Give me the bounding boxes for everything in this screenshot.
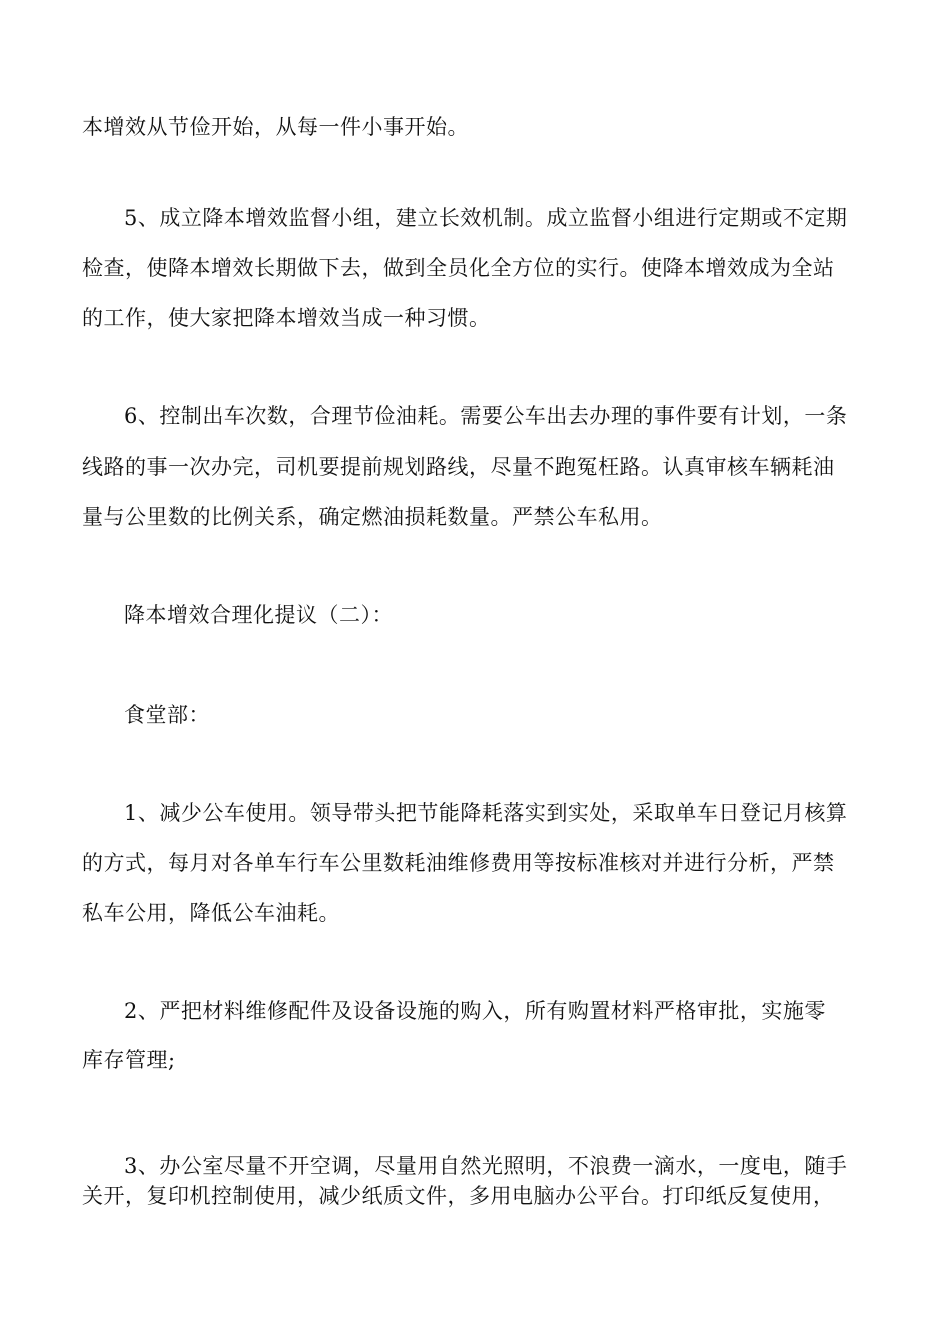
- paragraph-line: 2、严把材料维修配件及设备设施的购入，所有购置材料严格审批，实施零: [124, 999, 826, 1023]
- paragraph-line: 库存管理;: [82, 1048, 176, 1072]
- paragraph-line: 线路的事一次办完，司机要提前规划路线，尽量不跑冤枉路。认真审核车辆耗油: [82, 455, 835, 479]
- paragraph-line: 的工作，使大家把降本增效当成一种习惯。: [82, 306, 491, 330]
- paragraph-line: 量与公里数的比例关系，确定燃油损耗数量。严禁公车私用。: [82, 505, 663, 529]
- paragraph-line: 关开，复印机控制使用，减少纸质文件，多用电脑办公平台。打印纸反复使用，: [82, 1184, 835, 1208]
- paragraph-line: 3、办公室尽量不开空调，尽量用自然光照明，不浪费一滴水，一度电，随手: [124, 1154, 848, 1178]
- paragraph-line: 1、减少公车使用。领导带头把节能降耗落实到实处，采取单车日登记月核算: [124, 801, 848, 825]
- paragraph-line: 私车公用，降低公车油耗。: [82, 901, 340, 925]
- paragraph-line: 5、成立降本增效监督小组，建立长效机制。成立监督小组进行定期或不定期: [124, 206, 848, 230]
- paragraph-line: 的方式，每月对各单车行车公里数耗油维修费用等按标准核对并进行分析，严禁: [82, 851, 835, 875]
- section-heading: 降本增效合理化提议（二）：: [124, 603, 393, 627]
- paragraph-line: 检查，使降本增效长期做下去，做到全员化全方位的实行。使降本增效成为全站: [82, 256, 835, 280]
- paragraph-line: 6、控制出车次数，合理节俭油耗。需要公车出去办理的事件要有计划，一条: [124, 404, 848, 428]
- paragraph-line: 本增效从节俭开始，从每一件小事开始。: [82, 115, 469, 139]
- department-label: 食堂部：: [124, 703, 210, 727]
